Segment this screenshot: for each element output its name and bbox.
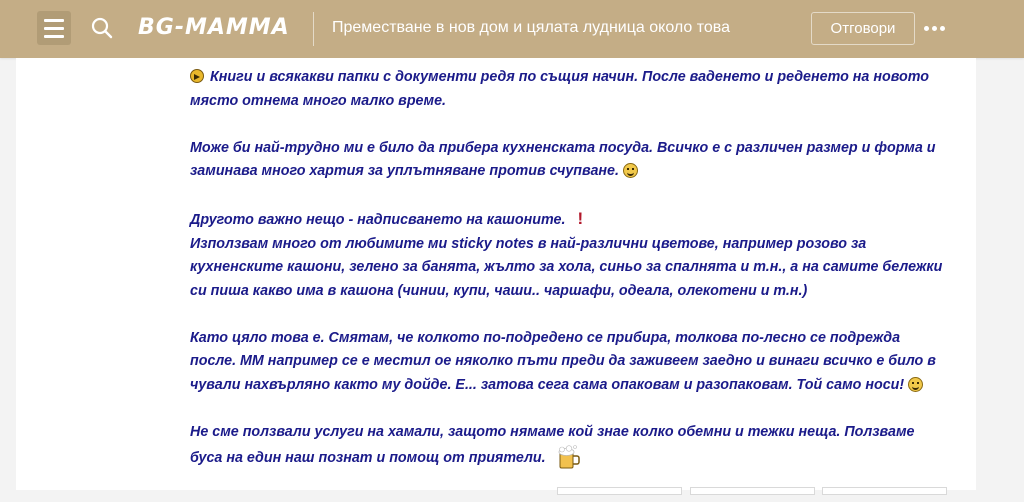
post-paragraph <box>190 207 950 303</box>
post-paragraph <box>190 137 950 184</box>
reply-button[interactable]: Отговори <box>811 12 915 45</box>
bottom-tab[interactable] <box>557 487 682 495</box>
menu-icon[interactable] <box>37 11 71 45</box>
paragraph-text: Използвам много от любимите ми sticky notes в най-различни цветове, например розово за кухненските кашони, зелено за банята, жълто за хола, синьо за спалнята и т.н., а на самите бележки си пиша какво има в кашона (чинии, купи, чаши.. чаршафи, одеала, олекотени и т.н.) <box>190 235 943 299</box>
paragraph-text: Не сме ползвали услуги на хамали, защото нямаме кой знае колко обемни и тежки неща. Ползваме буса на един наш познат и помощ от приятели. <box>190 423 915 466</box>
bottom-tab[interactable] <box>822 487 947 495</box>
top-header <box>0 0 1024 58</box>
post-container <box>16 58 976 490</box>
paragraph-text: Като цяло това е. Смятам, че колкото по-подредено се прибира, толкова по-лесно се подрежда после. ММ например се е местил ое няколко пъти преди да заживеем заедно и винаги всичко е било в чували нахвърляно както му дойде. Е... затова сега сама опаковам и разопаковам. Той само носи! <box>190 329 936 393</box>
bottom-tab[interactable] <box>690 487 815 495</box>
smile-emoji-icon <box>623 163 638 178</box>
paragraph-text: Книги и всякакви папки с документи редя по същия начин. После ваденето и реденето на новото място отнема много малко време. <box>190 69 929 109</box>
more-options-icon[interactable] <box>924 20 948 36</box>
thread-title: Преместване в нов дом и цялата лудница около това <box>332 19 730 36</box>
smile-emoji-icon <box>908 377 923 392</box>
post-paragraph <box>190 327 950 398</box>
beer-mug-icon <box>556 444 582 479</box>
header-divider <box>313 12 314 46</box>
search-icon[interactable] <box>90 16 114 40</box>
post-paragraph <box>190 66 950 113</box>
post-body <box>190 66 950 502</box>
site-logo[interactable]: BG-MAMMA <box>138 15 290 40</box>
paragraph-text: Може би най-трудно ми е било да прибера кухненската посуда. Всичко е с различен размер и форма и заминава много хартия за уплътняване против счупване. <box>190 139 936 179</box>
paragraph-text: Другото важно нещо - надписването на кашоните. <box>190 212 566 228</box>
post-paragraph <box>190 421 950 479</box>
exclamation-icon: ! <box>577 209 584 228</box>
arrow-right-icon <box>190 69 204 83</box>
